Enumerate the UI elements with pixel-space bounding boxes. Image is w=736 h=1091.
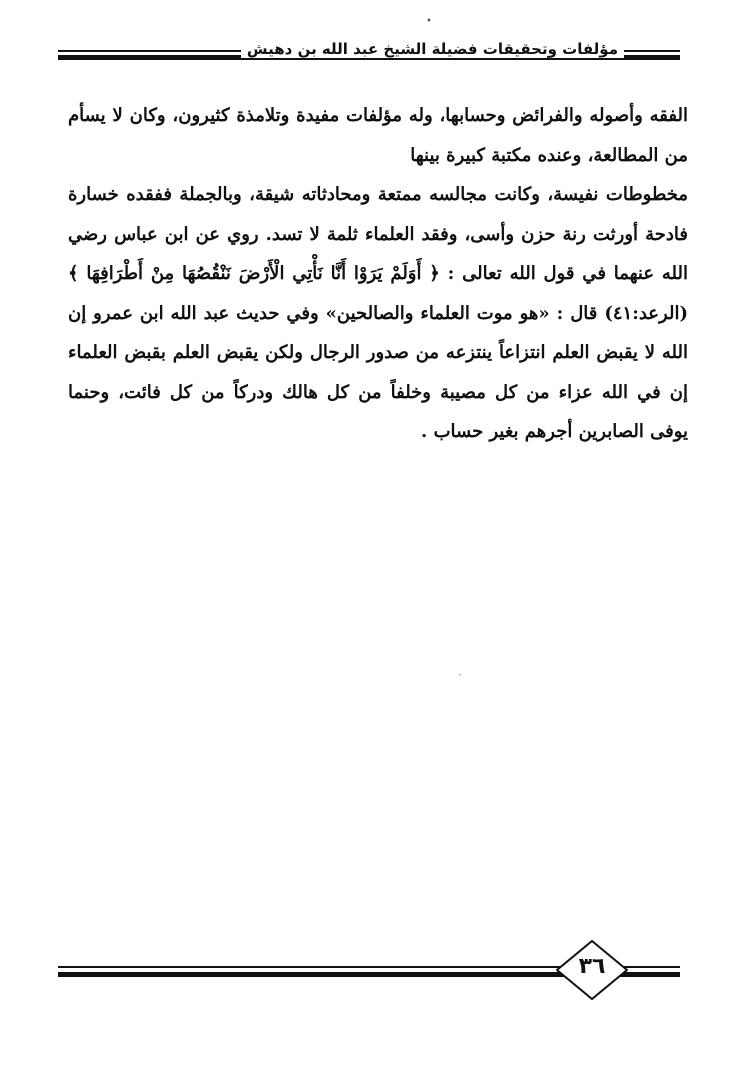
paragraph-1: الفقه وأصوله والفرائض وحسابها، وله مؤلفات مفيدة وتلامذة كثيرون، وكان لا يسأم من المطالعة، وعنده مكتبة كبيرة بينها [68,105,688,166]
page-number-badge [556,940,628,1000]
running-header [58,38,680,68]
paragraph-2: مخطوطات نفيسة، وكانت مجالسه ممتعة ومحادثاته شيقة، وبالجملة ففقده خسارة فادحة أورثت رنة حزن وأسى، وفقد العلماء ثلمة لا تسد. روي عن ابن عباس رضي الله عنهما في قول الله تعالى : ﴿ أَوَلَمْ يَرَوْا أَنَّا نَأْتِي الْأَرْضَ نَنْقُصُهَا مِنْ أَطْرَافِهَا ﴾ (الرعد:٤١) قال : «هو موت العلماء والصالحين» وفي حديث عبد الله ابن عمرو إن الله لا يقبض العلم انتزاعاً ينتزعه من صدور الرجال ولكن يقبض العلم بقبض العلماء إن في الله عزاء من كل مصيبة وخلفاً من كل هالك ودركاً من كل فائت، وحنما يوفى الصابرين أجرهم بغير حساب . [68,184,688,442]
header-title: مؤلفات وتحقيقات فضيلة الشيخ عبد الله بن دهيش [241,40,624,58]
decorative-dot: • [426,16,432,27]
scan-speck: · [458,668,462,682]
page-body [68,96,688,452]
page-number: ٣٦ [578,954,606,979]
page-footer [58,940,680,1000]
